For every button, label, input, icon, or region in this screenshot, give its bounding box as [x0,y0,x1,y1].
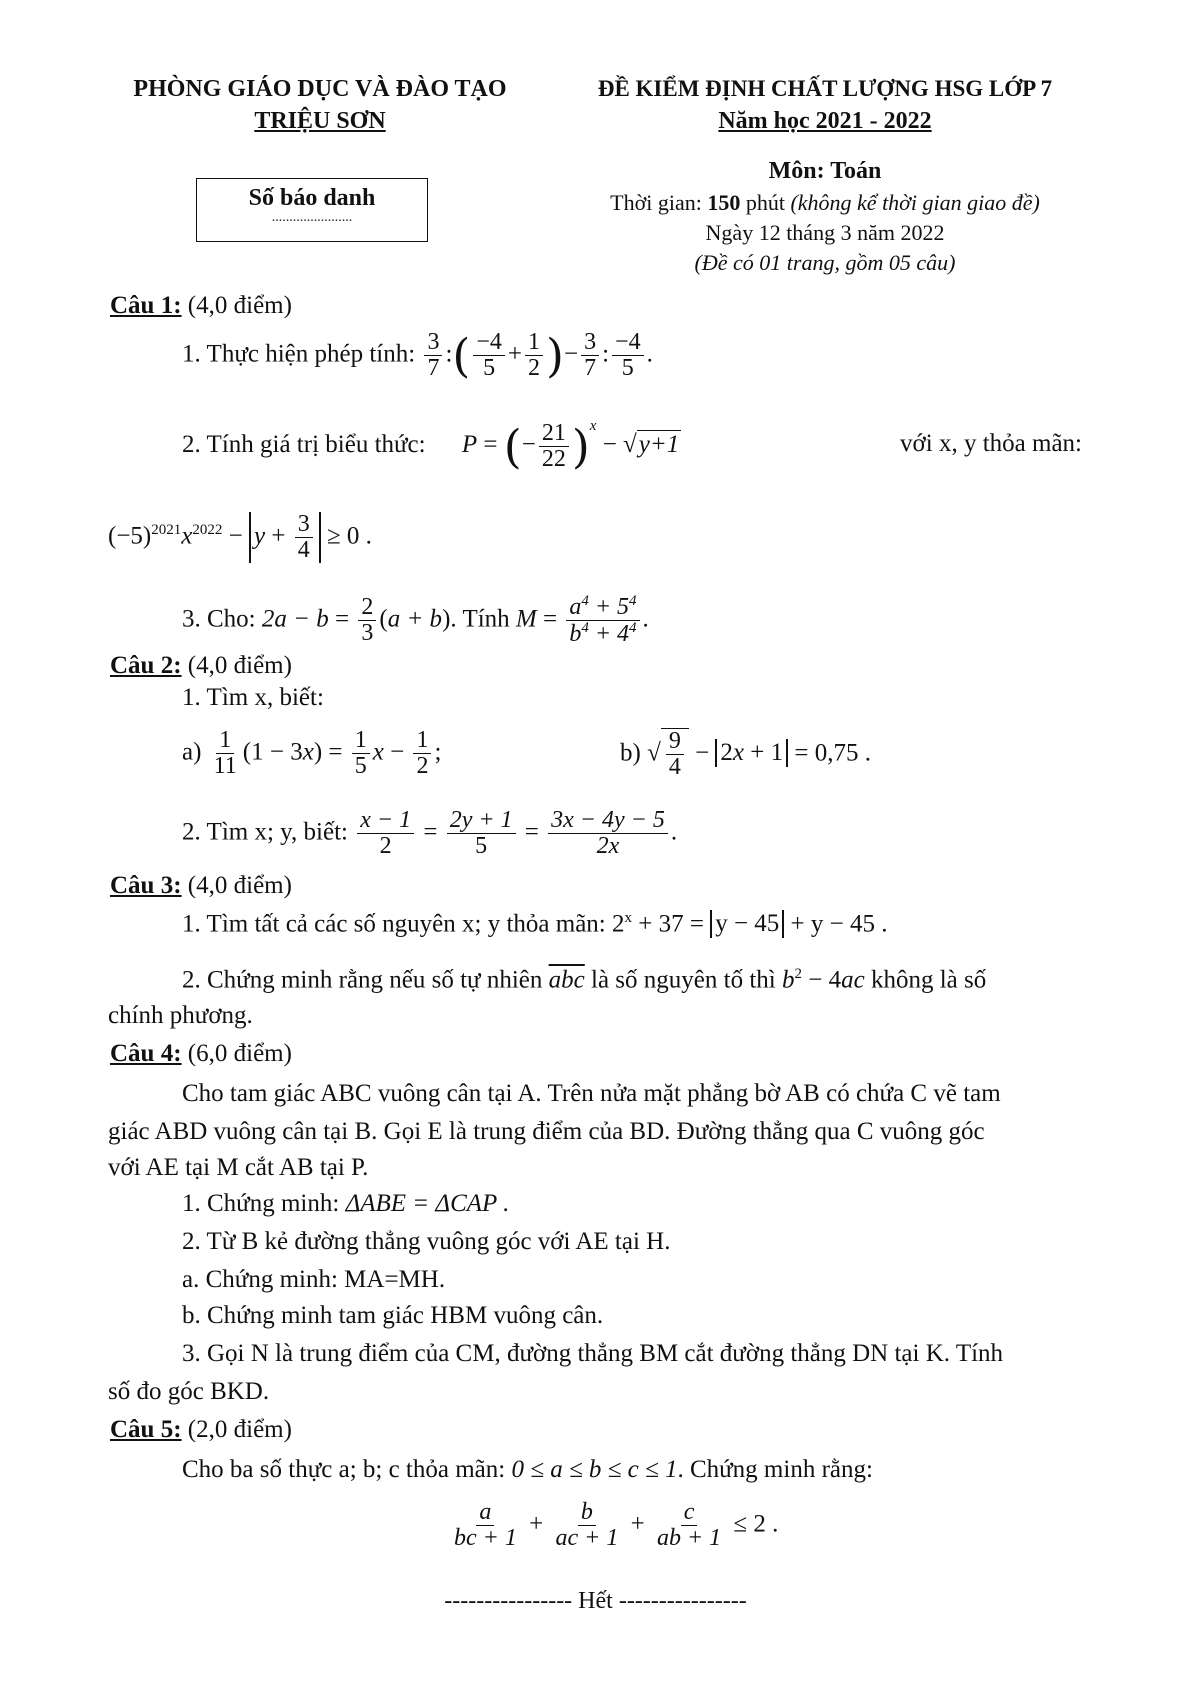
q4-part1: 1. Chứng minh: ΔABE = ΔCAP . [182,1190,510,1217]
q5-inequality: $\frac{a}{bc + 1}$ + $\frac{b}{ac + 1}$ + $\frac{c}{ab + 1}$ ≤ 2 . [454,1499,779,1552]
time-limit: Thời gian: 150 phút (không kể thời gian giao đề) [610,190,1040,215]
q1-part3: 3. Cho: 2a − b = $\frac{2}{3}$ (a + b). Tính M = $\frac{a^4 + 5^4}{b^4 + 4^4}$ . [182,593,649,648]
q2-part1b: b) √ $\frac{9}{4}$ − 2x + 1 = 0,75 . [620,728,871,781]
q2-part2: 2. Tìm x; y, biết: $\frac{x - 1}{2}$ = $\frac{2y + 1}{5}$ = $\frac{3x - 4y - 5}{2x}$ . [182,807,678,860]
district-name: TRIỆU SƠN [254,108,386,134]
candidate-number-label: Số báo danh [248,185,376,211]
q4-part2b: b. Chứng minh tam giác HBM vuông cân. [182,1302,604,1329]
q1-part2: 2. Tính giá trị biểu thức: P = (− $\frac{21}{22}$ )$^x$ − √y+1 với x, y thỏa mãn: [182,418,1082,474]
q4-intro-2: giác ABD vuông cân tại B. Gọi E là trung điểm của BD. Đường thẳng qua C vuông góc [108,1118,985,1145]
candidate-number-box [196,178,428,242]
q3-part1: 1. Tìm tất cả các số nguyên x; y thỏa mãn: $2^x + 37 = y - 45 + y - 45$ . [182,910,888,938]
subject: Môn: Toán [768,158,882,184]
q1-part2-condition: $(-5)^{2021}x^{2022} - y$ + $\frac{3}{4}$ ≥ 0 . [108,511,372,564]
q3-part2-cont: chính phương. [108,1002,253,1029]
q5-intro: Cho ba số thực a; b; c thỏa mãn: 0 ≤ a ≤ b ≤ c ≤ 1. Chứng minh rằng: [182,1456,873,1483]
q5-heading: Câu 5: (2,0 điểm) [110,1416,292,1443]
q1-part1: 1. Thực hiện phép tính: $\frac{3}{7}$ :( $\frac{-4}{5}$ + $\frac{1}{2}$ )− $\frac{3}{7}$ : $\frac{-4}{5}$ . [182,328,653,383]
department-name: PHÒNG GIÁO DỤC VÀ ĐÀO TẠO [133,76,507,102]
q1-heading: Câu 1: (4,0 điểm) [110,292,292,319]
school-year: Năm học 2021 - 2022 [718,108,932,134]
q3-heading: Câu 3: (4,0 điểm) [110,872,292,899]
q4-part2: 2. Từ B kẻ đường thẳng vuông góc với AE tại H. [182,1228,671,1255]
q4-intro-3: với AE tại M cắt AB tại P. [108,1154,369,1181]
q4-heading: Câu 4: (6,0 điểm) [110,1040,292,1067]
end-marker: ---------------- Hết ---------------- [444,1588,747,1614]
q2-heading: Câu 2: (4,0 điểm) [110,652,292,679]
candidate-number-dots: ....................... [271,210,353,225]
exam-title: ĐỀ KIỂM ĐỊNH CHẤT LƯỢNG HSG LỚP 7 [597,76,1053,101]
q2-part1: 1. Tìm x, biết: [182,684,324,711]
q3-part2: 2. Chứng minh rằng nếu số tự nhiên $\overline{abc}$ là số nguyên tố thì $b^2 - 4ac$ không là số [182,966,987,994]
q4-intro-1: Cho tam giác ABC vuông cân tại A. Trên nửa mặt phẳng bờ AB có chứa C vẽ tam [182,1080,1001,1107]
q4-part2a: a. Chứng minh: MA=MH. [182,1266,446,1293]
q4-part3-2: số đo góc BKD. [108,1378,270,1405]
pages-note: (Đề có 01 trang, gồm 05 câu) [694,250,956,275]
q4-part3-1: 3. Gọi N là trung điểm của CM, đường thẳng BM cắt đường thẳng DN tại K. Tính [182,1340,1004,1367]
exam-date: Ngày 12 tháng 3 năm 2022 [705,220,945,245]
q2-part1a: a) $\frac{1}{11}$ (1 − 3x) = $\frac{1}{5}$ x − $\frac{1}{2}$ ; [182,727,442,780]
